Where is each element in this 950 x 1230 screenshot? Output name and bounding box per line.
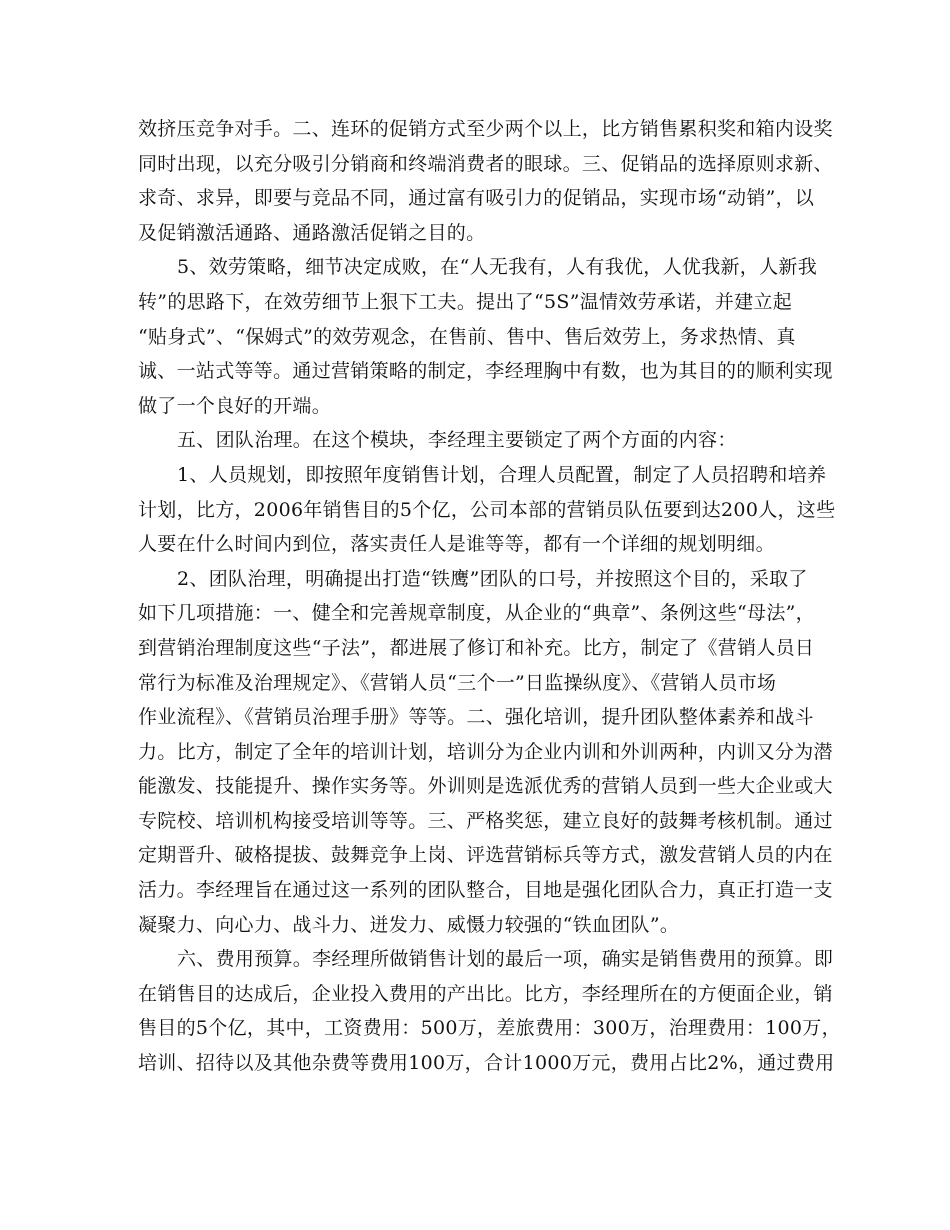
text-line: 及促销激活通路、通路激活促销之目的。 <box>138 221 486 244</box>
text-line: 能激发、技能提升、操作实务等。外训则是选派优秀的营销人员到一些大企业或大 <box>138 775 833 798</box>
text-line: 求奇、求异，即要与竞品不同，通过富有吸引力的促销品，实现市场“动销”，以 <box>138 187 815 210</box>
text-line: 售目的5个亿，其中，工资费用：500万，差旅费用：300万，治理费用：100万， <box>138 1017 841 1040</box>
text-line: 如下几项措施：一、健全和完善规章制度，从企业的“典章”、条例这些“母法”， <box>138 602 815 625</box>
text-line: 到营销治理制度这些“子法”，都进展了修订和补充。比方，制定了《营销人员日 <box>138 636 815 659</box>
text-line: 培训、招待以及其他杂费等费用100万，合计1000万元，费用占比2%，通过费用 <box>138 1052 835 1075</box>
text-line: 常行为标准及治理规定》、《营销人员“三个一”日监操纵度》、《营销人员市场 <box>138 671 777 694</box>
text-line: 人要在什么时间内到位，落实责任人是谁等等，都有一个详细的规划明细。 <box>138 533 775 556</box>
text-line: 专院校、培训机构接受培训等等。三、严格奖惩，建立良好的鼓舞考核机制。通过 <box>138 809 833 832</box>
text-line: 5、效劳策略，细节决定成败，在“人无我有，人有我优，人优我新，人新我 <box>177 256 818 279</box>
text-line: 五、团队治理。在这个模块，李经理主要锁定了两个方面的内容： <box>177 429 737 452</box>
text-line: 力。比方，制定了全年的培训计划，培训分为企业内训和外训两种，内训又分为潜 <box>138 740 833 763</box>
text-line: 诚、一站式等等。通过营销策略的制定，李经理胸中有数，也为其目的的顺利实现 <box>138 360 833 383</box>
text-line: 1、人员规划，即按照年度销售计划，合理人员配置，制定了人员招聘和培养 <box>177 463 827 486</box>
text-line: 做了一个良好的开端。 <box>138 394 332 417</box>
text-line: 活力。李经理旨在通过这一系列的团队整合，目地是强化团队合力，真正打造一支 <box>138 879 833 902</box>
text-line: 作业流程》、《营销员治理手册》等等。二、强化培训，提升团队整体素养和战斗 <box>138 706 814 729</box>
text-line: 同时出现，以充分吸引分销商和终端消费者的眼球。三、促销品的选择原则求新、 <box>138 152 833 175</box>
document-body <box>138 112 841 1081</box>
text-line: 2、团队治理，明确提出打造“铁鹰”团队的口号，并按照这个目的，采取了 <box>177 567 808 590</box>
text-line: 六、费用预算。李经理所做销售计划的最后一项，确实是销售费用的预算。即 <box>177 948 834 971</box>
text-line: 在销售目的达成后，企业投入费用的产出比。比方，李经理所在的方便面企业，销 <box>138 982 833 1005</box>
text-line: 定期晋升、破格提拔、鼓舞竞争上岗、评选营销标兵等方式，激发营销人员的内在 <box>138 844 833 867</box>
text-line: 转”的思路下，在效劳细节上狠下工夫。提出了“5S”温情效劳承诺，并建立起 <box>138 290 793 313</box>
text-line: 凝聚力、向心力、战斗力、迸发力、威慑力较强的“铁血团队”。 <box>138 913 680 936</box>
text-line: “贴身式”、“保姆式”的效劳观念，在售前、售中、售后效劳上，务求热情、真 <box>138 325 796 348</box>
text-line: 效挤压竞争对手。二、连环的促销方式至少两个以上，比方销售累积奖和箱内设奖 <box>138 118 833 140</box>
text-line: 计划，比方，2006年销售目的5个亿，公司本部的营销员队伍要到达200人，这些 <box>138 498 836 521</box>
